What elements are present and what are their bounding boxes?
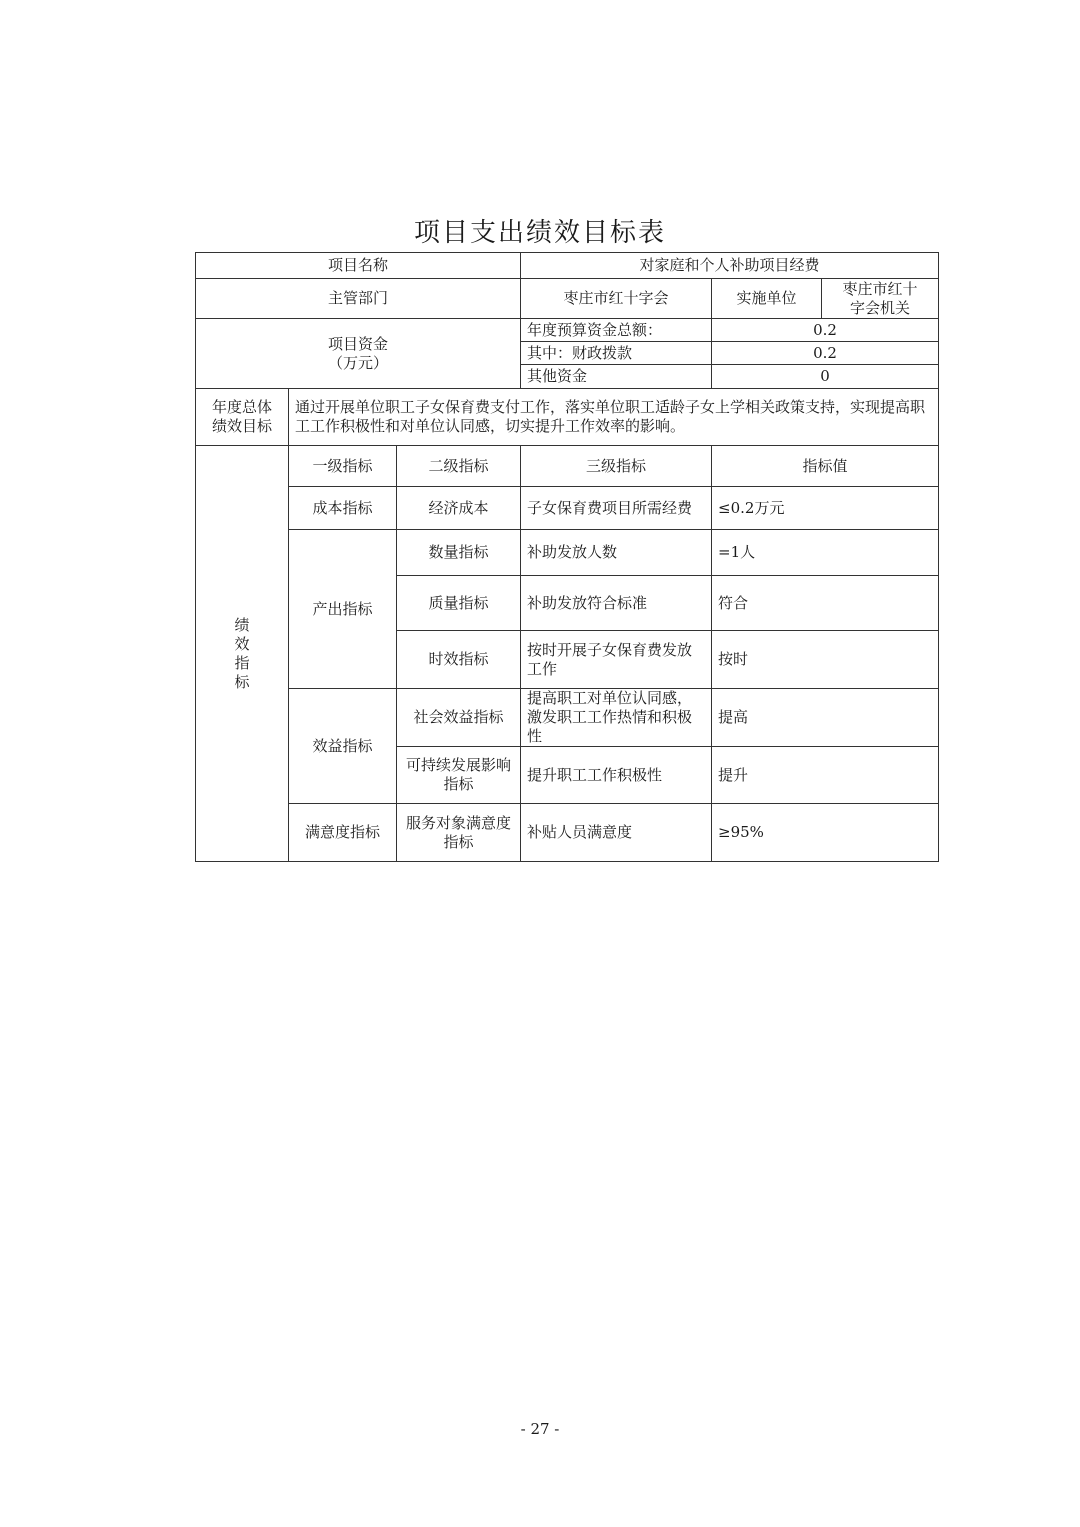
dept-value: 枣庄市红十字会 <box>521 279 712 319</box>
funds-label <box>196 319 521 389</box>
page-number: - 27 - <box>520 1420 560 1438</box>
indicators-side-label: 绩 效 指 标 <box>196 446 289 862</box>
level2-cell: 时效指标 <box>397 631 521 689</box>
funds-row-value: 0.2 <box>712 319 939 342</box>
impl-label: 实施单位 <box>712 279 822 319</box>
funds-row-value: 0 <box>712 365 939 389</box>
table-row <box>196 487 939 530</box>
funds-label-line1: 项目资金 <box>328 334 389 353</box>
level3-cell: 补助发放人数 <box>521 530 712 576</box>
goal-label <box>196 389 289 446</box>
header-level2: 二级指标 <box>397 446 521 487</box>
level2-cell: 质量指标 <box>397 576 521 631</box>
level3-cell: 补助发放符合标准 <box>521 576 712 631</box>
table-row <box>196 804 939 862</box>
funds-label-line2: （万元） <box>328 353 389 372</box>
goal-label-line1: 年度总体 <box>211 398 272 416</box>
value-cell: ≥95% <box>712 804 939 862</box>
impl-value-line2: 字会机关 <box>850 298 911 317</box>
goal-label-line2: 绩效目标 <box>211 417 272 435</box>
level1-cell: 效益指标 <box>289 689 397 804</box>
level1-cell: 满意度指标 <box>289 804 397 862</box>
level2-cell: 数量指标 <box>397 530 521 576</box>
performance-table <box>195 252 939 862</box>
value-cell: 按时 <box>712 631 939 689</box>
value-cell: 提升 <box>712 747 939 804</box>
value-cell: 符合 <box>712 576 939 631</box>
level3-cell: 提升职工工作积极性 <box>521 747 712 804</box>
page-title: 项目支出绩效目标表 <box>413 218 666 248</box>
project-name-value: 对家庭和个人补助项目经费 <box>521 253 939 279</box>
level2-cell: 经济成本 <box>397 487 521 530</box>
level1-cell: 产出指标 <box>289 530 397 689</box>
level3-cell: 子女保育费项目所需经费 <box>521 487 712 530</box>
level2-cell: 可持续发展影响指标 <box>397 747 521 804</box>
header-value: 指标值 <box>712 446 939 487</box>
project-name-label: 项目名称 <box>196 253 521 279</box>
level2-cell: 社会效益指标 <box>397 689 521 747</box>
dept-label: 主管部门 <box>196 279 521 319</box>
level3-cell: 提高职工对单位认同感，激发职工工作热情和积极性 <box>521 689 712 747</box>
value-cell: 提高 <box>712 689 939 747</box>
goal-text: 通过开展单位职工子女保育费支付工作，落实单位职工适龄子女上学相关政策支持，实现提高职工工作积极性和对单位认同感，切实提升工作效率的影响。 <box>289 389 939 446</box>
header-level3: 三级指标 <box>521 446 712 487</box>
header-level1: 一级指标 <box>289 446 397 487</box>
impl-value-line1: 枣庄市红十 <box>842 279 918 298</box>
level3-cell: 按时开展子女保育费发放工作 <box>521 631 712 689</box>
value-cell: ≤0.2万元 <box>712 487 939 530</box>
impl-value <box>822 279 939 319</box>
table-row <box>196 689 939 747</box>
funds-row-label: 年度预算资金总额： <box>521 319 712 342</box>
funds-row-label: 其他资金 <box>521 365 712 389</box>
level1-cell: 成本指标 <box>289 487 397 530</box>
level2-cell: 服务对象满意度指标 <box>397 804 521 862</box>
level3-cell: 补贴人员满意度 <box>521 804 712 862</box>
funds-row-value: 0.2 <box>712 342 939 365</box>
funds-row-label: 其中：财政拨款 <box>521 342 712 365</box>
value-cell: =1人 <box>712 530 939 576</box>
table-row <box>196 530 939 576</box>
